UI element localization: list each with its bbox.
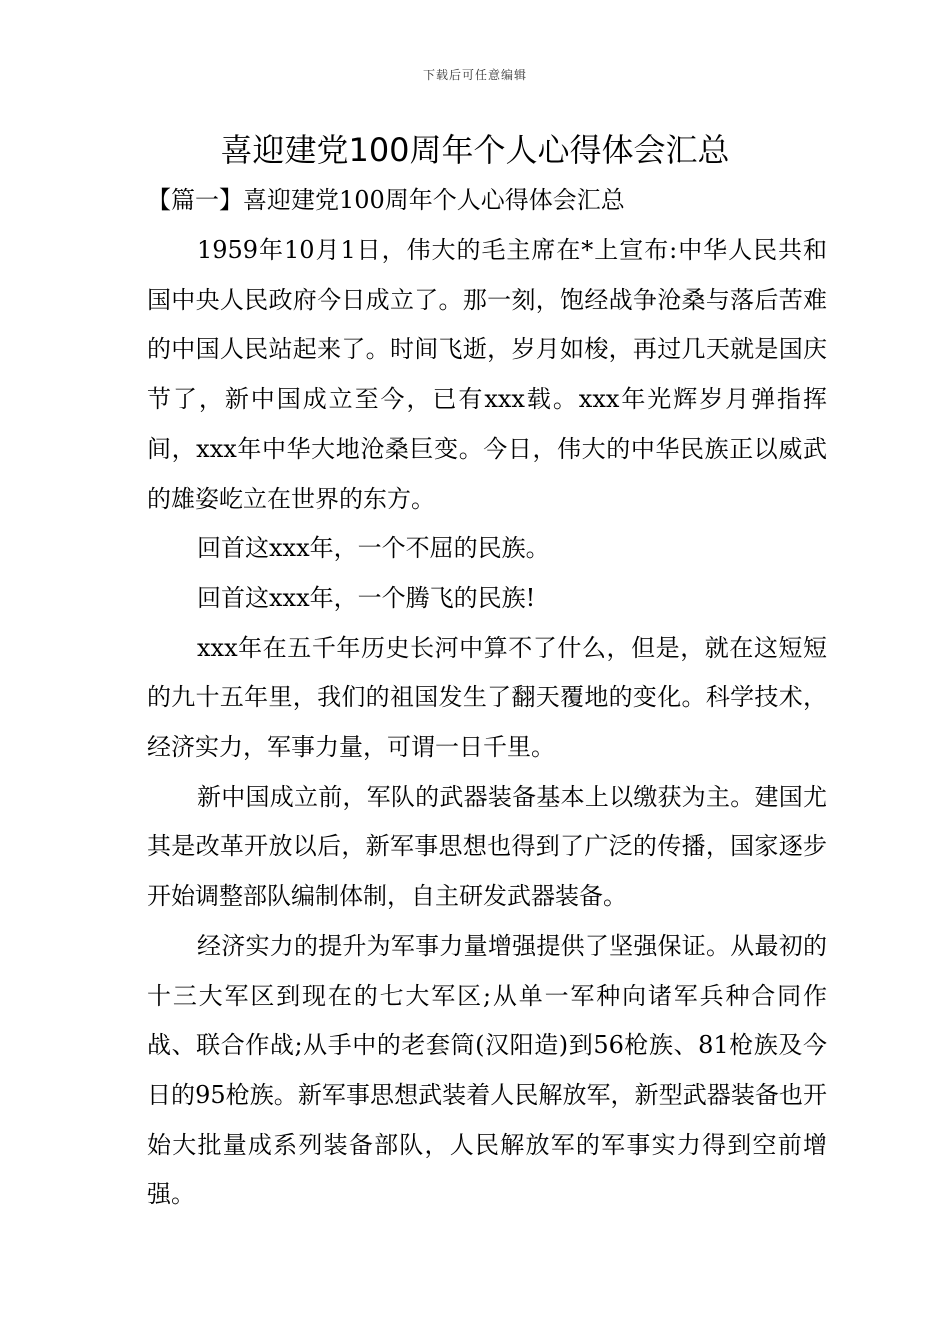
paragraph: xxx年在五千年历史长河中算不了什么，但是，就在这短短的九十五年里，我们的祖国发生了翻天覆地的变化。科学技术，经济实力，军事力量，可谓一日千里。 (147, 633, 827, 762)
paragraph: 1959年10月1日，伟大的毛主席在*上宣布:中华人民共和国中央人民政府今日成立了。那一刻，饱经战争沧桑与落后苦难的中国人民站起来了。时间飞逝，岁月如梭，再过几天就是国庆节了，新中国成立至今，已有xxx载。xxx年光辉岁月弹指挥间，xxx年中华大地沧桑巨变。今日，伟大的中华民族正以威武的雄姿屹立在世界的东方。 (147, 236, 827, 513)
header-note: 下载后可任意编辑 (422, 68, 527, 82)
paragraph: 回首这xxx年，一个腾飞的民族! (197, 583, 536, 612)
document-body (147, 226, 827, 1220)
document-title: 喜迎建党100周年个人心得体会汇总 (220, 131, 730, 169)
paragraph: 经济实力的提升为军事力量增强提供了坚强保证。从最初的十三大军区到现在的七大军区;从单一军种向诸军兵种合同作战、联合作战;从手中的老套筒(汉阳造)到56枪族、81枪族及今日的95枪族。新军事思想武装着人民解放军，新型武器装备也开始大批量成系列装备部队，人民解放军的军事实力得到空前增强。 (147, 931, 827, 1209)
paragraph: 回首这xxx年，一个不屈的民族。 (197, 534, 550, 563)
section-heading: 【篇一】喜迎建党100周年个人心得体会汇总 (147, 186, 625, 214)
paragraph: 新中国成立前，军队的武器装备基本上以缴获为主。建国尤其是改革开放以后，新军事思想也得到了广泛的传播，国家逐步开始调整部队编制体制，自主研发武器装备。 (147, 782, 827, 911)
